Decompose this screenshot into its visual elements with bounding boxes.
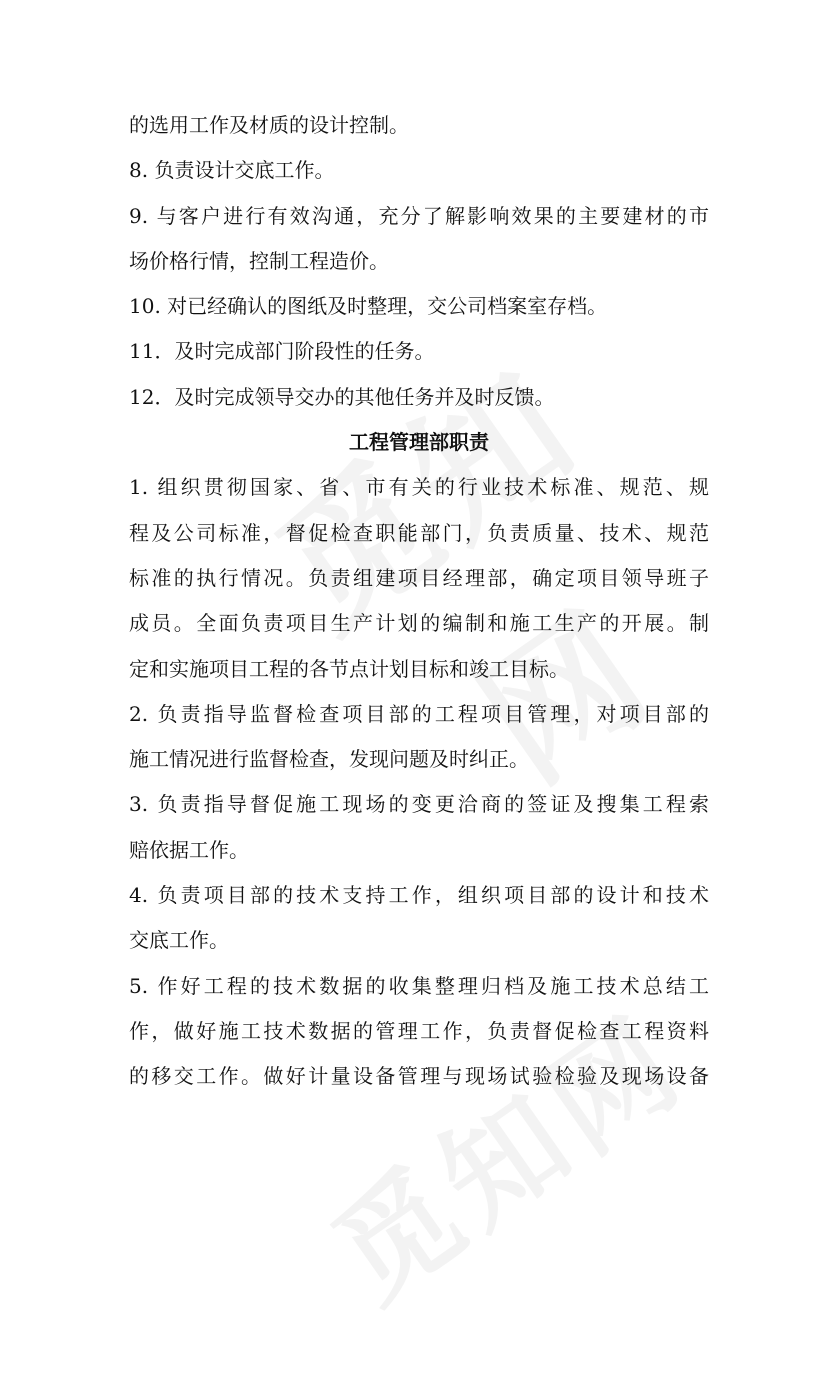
document-page bbox=[129, 103, 709, 1100]
duty-2-line-1: 2. 负责指导监督检查项目部的工程项目管理，对项目部的 bbox=[129, 701, 709, 726]
list-item-12: 12．及时完成领导交办的其他任务并及时反馈。 bbox=[129, 384, 555, 409]
list-item-10: 10. 对已经确认的图纸及时整理，交公司档案室存档。 bbox=[129, 294, 608, 319]
duty-3-line-1: 3. 负责指导督促施工现场的变更洽商的签证及搜集工程索 bbox=[129, 792, 709, 817]
list-item-9-line-2: 场价格行情，控制工程造价。 bbox=[129, 248, 389, 273]
duty-1-line-1: 1. 组织贯彻国家、省、市有关的行业技术标准、规范、规 bbox=[129, 475, 709, 500]
duty-1-line-2: 程及公司标准，督促检查职能部门，负责质量、技术、规范 bbox=[129, 520, 709, 545]
section-title: 工程管理部职责 bbox=[349, 430, 489, 455]
duty-4-line-2: 交底工作。 bbox=[129, 928, 229, 953]
duty-1-line-4: 成员。全面负责项目生产计划的编制和施工生产的开展。制 bbox=[129, 611, 709, 636]
duty-4-line-1: 4. 负责项目部的技术支持工作，组织项目部的设计和技术 bbox=[129, 883, 709, 908]
duty-5-line-3: 的移交工作。做好计量设备管理与现场试验检验及现场设备 bbox=[129, 1064, 709, 1089]
list-item-9-line-1: 9. 与客户进行有效沟通，充分了解影响效果的主要建材的市 bbox=[129, 203, 709, 228]
duty-1-line-5: 定和实施项目工程的各节点计划目标和竣工目标。 bbox=[129, 656, 569, 681]
duty-1-line-3: 标准的执行情况。负责组建项目经理部，确定项目领导班子 bbox=[129, 565, 709, 590]
list-item-8: 8. 负责设计交底工作。 bbox=[129, 158, 335, 183]
duty-2-line-2: 施工情况进行监督检查，发现问题及时纠正。 bbox=[129, 747, 529, 772]
list-item-11: 11．及时完成部门阶段性的任务。 bbox=[129, 339, 435, 364]
text-line-intro-1: 的选用工作及材质的设计控制。 bbox=[129, 113, 409, 137]
duty-5-line-2: 作，做好施工技术数据的管理工作，负责督促检查工程资料 bbox=[129, 1018, 709, 1043]
duty-3-line-2: 赔依据工作。 bbox=[129, 837, 249, 862]
duty-5-line-1: 5. 作好工程的技术数据的收集整理归档及施工技术总结工 bbox=[129, 973, 709, 998]
